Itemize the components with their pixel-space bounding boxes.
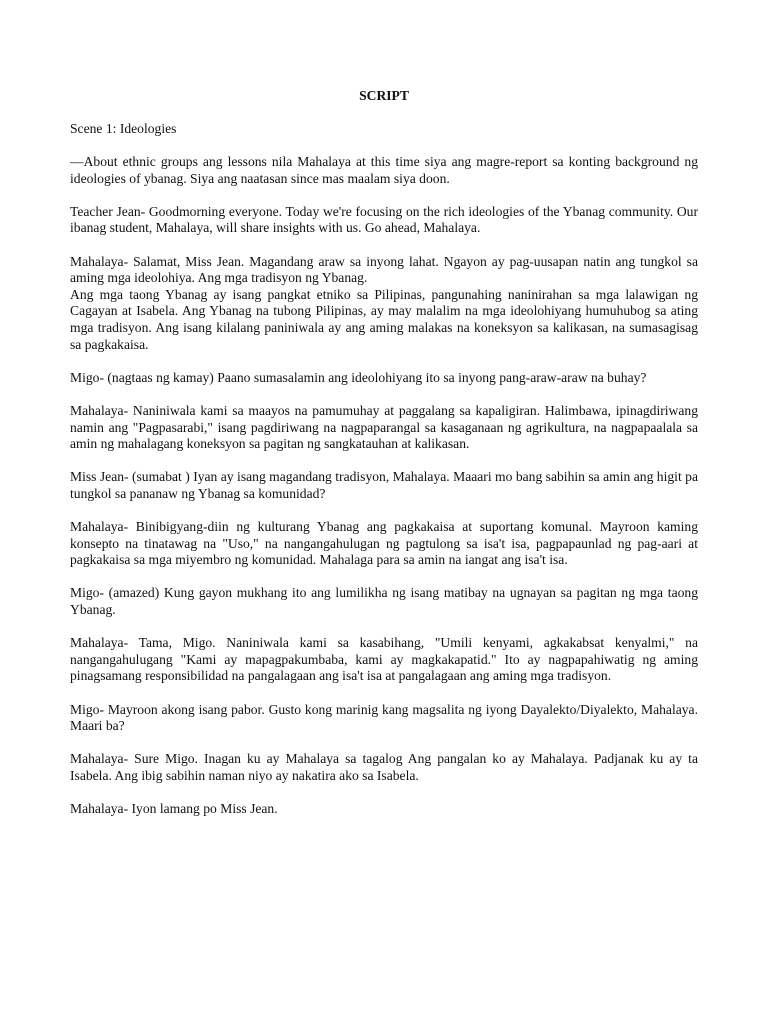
paragraph-mahalaya-dialect: Mahalaya- Sure Migo. Inagan ku ay Mahalaya sa tagalog Ang pangalan ko ay Mahalaya. Padjanak ku ay ta Isabela. Ang ibig sabihin naman niyo ay nakatira ako sa Isabela.: [70, 751, 698, 783]
paragraph-mahalaya-uso: Mahalaya- Binibigyang-diin ng kulturang Ybanag ang pagkakaisa at suportang komunal. Mayroon kaming konsepto na tinatawag na "Uso," na nangangahulugan ng pagtulong sa isa't isa, pagpapaunlad ng pag-aari at pagkakaisa sa mga miyembro ng komunidad. Mahalaga para sa amin na iangat ang isa't isa.: [70, 519, 698, 568]
document-title: SCRIPT: [359, 88, 409, 103]
paragraph-migo-amazed: Migo- (amazed) Kung gayon mukhang ito ang lumilikha ng isang matibay na ugnayan sa pagitan ng mga taong Ybanag.: [70, 585, 698, 618]
paragraph-migo-pabor: Migo- Mayroon akong isang pabor. Gusto kong marinig kang magsalita ng iyong Dayalekto/Diyalekto, Mahalaya. Maari ba?: [70, 701, 698, 734]
scene-heading: Scene 1: Ideologies: [70, 121, 177, 136]
paragraph-mahalaya-kasabihan: Mahalaya- Tama, Migo. Naniniwala kami sa kasabihang, "Umili kenyami, agkakabsat kenyalmi," na nangangahulugang "Kami ay mapagpakumbaba, kami ay magkakapatid." Ito ay nagpapahiwatig ng aming pinagsamang responsibilidad na pangalagaan ang isa't isa at pangalagaan ang aming mga tradisyon.: [70, 635, 698, 684]
paragraph-intro: —About ethnic groups ang lessons nila Mahalaya at this time siya ang magre-report sa konting background ng ideologies of ybanag. Siya ang naatasan since mas maalam siya doon.: [70, 154, 698, 186]
paragraph-mahalaya-closing: Mahalaya- Iyon lamang po Miss Jean.: [70, 801, 278, 817]
paragraph-teacher-jean: Teacher Jean- Goodmorning everyone. Today we're focusing on the rich ideologies of the Ybanag community. Our ibanag student, Mahalaya, will share insights with us. Go ahead, Mahalaya.: [70, 203, 698, 236]
paragraph-miss-jean: Miss Jean- (sumabat ) Iyan ay isang magandang tradisyon, Mahalaya. Maaari mo bang sabihin sa amin ang higit pa tungkol sa pananaw ng Ybanag sa komunidad?: [70, 469, 698, 501]
paragraph-mahalaya-pagpasarabi: Mahalaya- Naniniwala kami sa maayos na pamumuhay at paggalang sa kapaligiran. Halimbawa, ipinagdiriwang namin ang "Pagpasarabi," isang pagdiriwang na nagpaparangal sa kasaganaan ng agrikultura, na nagpapaalala sa amin ng mahalagang koneksyon sa pagitan ng sangkatauhan at kalikasan.: [70, 402, 698, 452]
paragraph-mahalaya-greeting: Mahalaya- Salamat, Miss Jean. Magandang araw sa inyong lahat. Ngayon ay pag-uusapan natin ang tungkol sa aming mga ideolohiya. Ang mga tradisyon ng Ybanag.: [70, 253, 698, 286]
script-body: [70, 154, 698, 834]
paragraph-migo-question: Migo- (nagtaas ng kamay) Paano sumasalamin ang ideolohiyang ito sa inyong pang-araw-araw na buhay?: [70, 369, 647, 385]
paragraph-mahalaya-ybanag: Ang mga taong Ybanag ay isang pangkat etniko sa Pilipinas, pangunahing naninirahan sa mga lalawigan ng Cagayan at Isabela. Ang Ybanag na tubong Pilipinas, ay may malalim na mga ideolohiyang humuhubog sa ating mga tradisyon. Ang isang kilalang paniniwala ay ang aming malakas na koneksyon sa kalikasan, na sumasagisag sa pagkakaisa.: [70, 286, 698, 352]
